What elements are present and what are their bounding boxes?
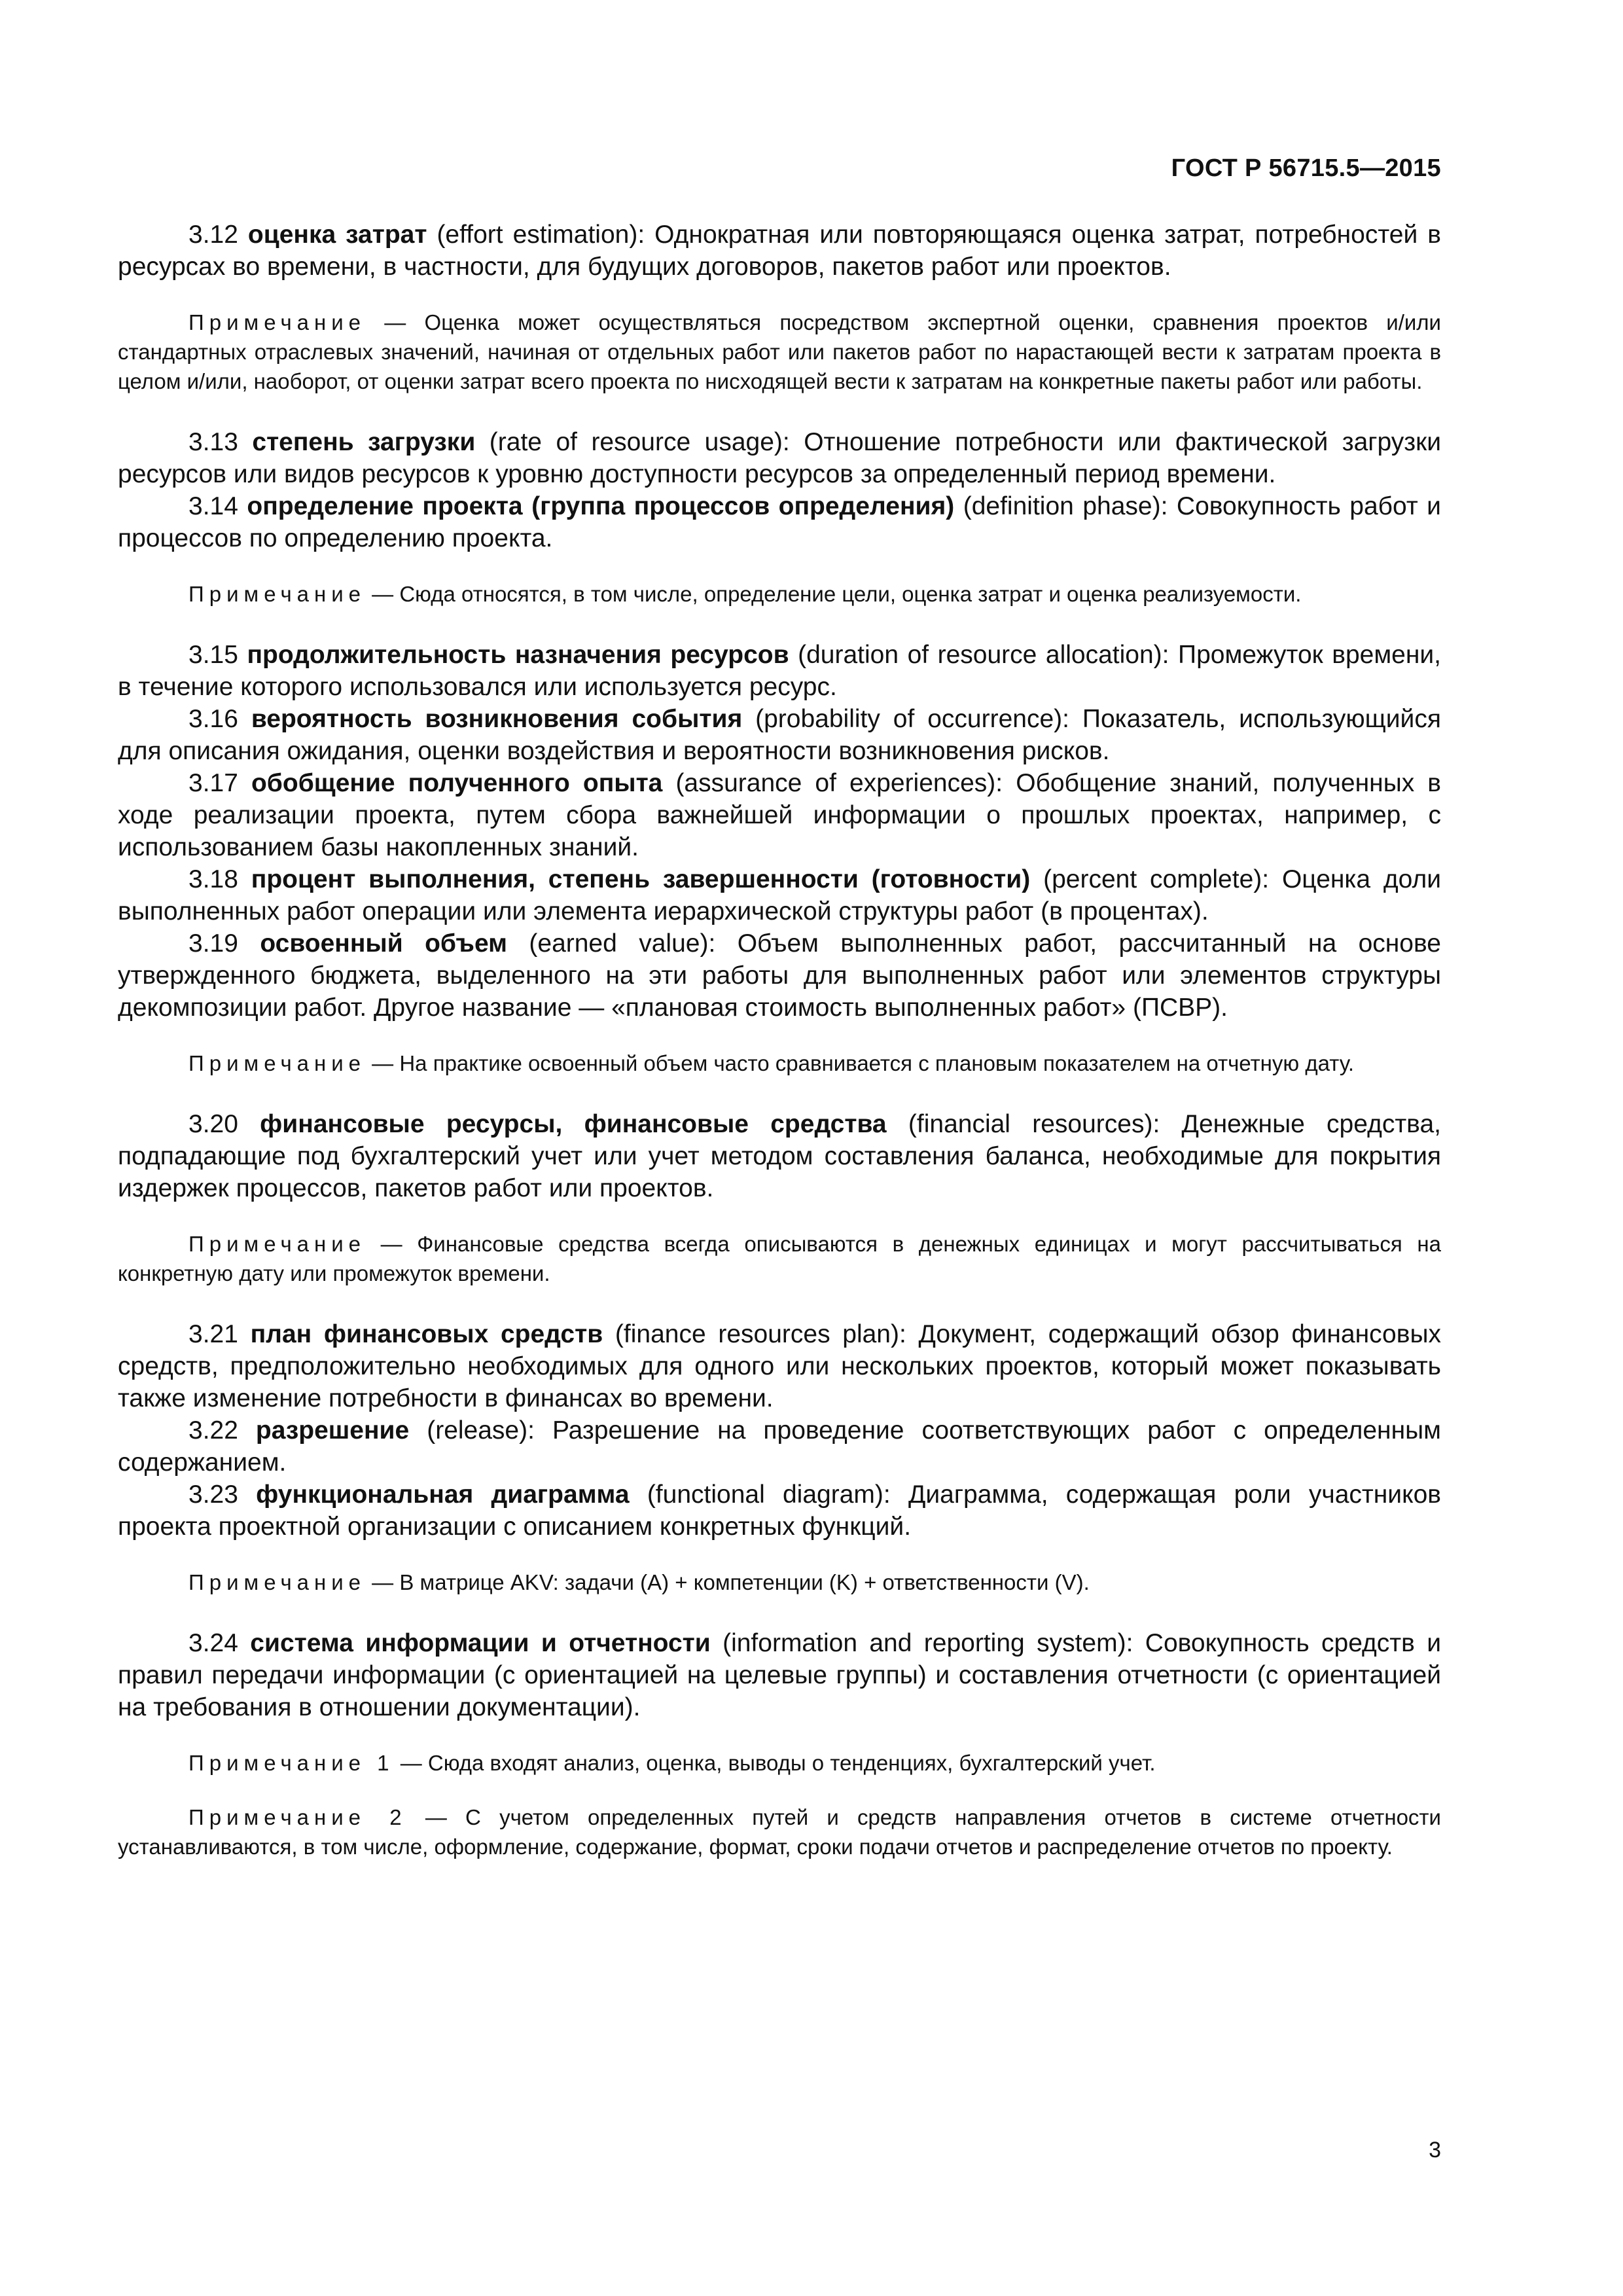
note-text: — В матрице AKV: задачи (A) + компетенции (K) + ответственности (V). [366,1570,1090,1594]
term-definition: Обобщение знаний, полученных в ходе реализации проекта, путем сбора важнейшей информации о прошлых проектах, например, с использованием базы накопленных знаний. [118,769,1441,861]
terms-list [118,219,1441,1861]
term-english: (duration of resource allocation): [798,641,1169,669]
term-english: (functional diagram): [647,1480,891,1509]
note-3-14 [118,579,1441,609]
term-entry-3-13 [118,426,1441,490]
term-entry-3-23 [118,1479,1441,1543]
note-text: — Сюда входят анализ, оценка, выводы о тенденциях, бухгалтерский учет. [394,1751,1156,1775]
term-number: 3.21 [188,1320,238,1348]
term-definition: Отношение потребности или фактической загрузки ресурсов или видов ресурсов к уровню доступности ресурсов за определенный период времени. [118,428,1442,488]
term-title: функциональная диаграмма [256,1480,630,1509]
note-number: 1 [366,1751,395,1775]
term-title: обобщение полученного опыта [251,769,663,797]
note-3-20 [118,1229,1441,1288]
term-english: (probability of occurrence): [755,705,1069,733]
term-definition: Объем выполненных работ, рассчитанный на основе утвержденного бюджета, выделенного на эти работы для выполненных работ или элементов структуры декомпозиции работ. Другое название — «плановая стоимость выполненных работ» (ПСВР). [118,929,1441,1022]
term-english: (definition phase): [963,492,1168,520]
note-label: Примечание [188,1232,366,1256]
term-title: степень загрузки [252,428,476,456]
term-entry-3-16 [118,703,1441,767]
note-text: — Оценка может осуществляться посредством экспертной оценки, сравнения проектов и/или стандартных отраслевых значений, начиная от отдельных работ или пакетов работ по нарастающей вести к затратам проекта в целом и/или, наоборот, от оценки затрат всего проекта по нисходящей вести к затратам на конкретные пакеты работ или работы. [118,310,1441,393]
term-definition: Денежные средства, подпадающие под бухгалтерский учет или учет методом составления баланса, необходимые для покрытия издержек процессов, пакетов работ или проектов. [118,1110,1441,1202]
note-number: 2 [366,1805,407,1829]
note-label: Примечание [188,310,366,334]
note-text: — Сюда относятся, в том числе, определение цели, оценка затрат и оценка реализуемости. [366,582,1302,606]
term-entry-3-14 [118,490,1441,554]
note-3-19 [118,1049,1441,1078]
note-label: Примечание [188,1805,366,1829]
term-definition: Показатель, использующийся для описания ожидания, оценки воздействия и вероятности возникновения рисков. [118,705,1441,765]
standard-header: ГОСТ Р 56715.5—2015 [1171,154,1441,182]
note-text: — С учетом определенных путей и средств направления отчетов в системе отчетности устанавливаются, в том числе, оформление, содержание, формат, сроки подачи отчетов и распределение отчетов по проекту. [118,1805,1441,1859]
term-definition: Документ, содержащий обзор финансовых средств, предположительно необходимых для одного или нескольких проектов, который может показывать также изменение потребности в финансах во времени. [118,1320,1441,1412]
note-label: Примечание [188,582,366,606]
term-title: вероятность возникновения события [251,705,743,733]
note-text: — На практике освоенный объем часто сравнивается с плановым показателем на отчетную дату. [366,1051,1355,1075]
term-entry-3-18 [118,863,1441,927]
term-entry-3-24 [118,1627,1441,1723]
term-english: (rate of resource usage): [489,428,790,456]
term-number: 3.14 [188,492,238,520]
term-entry-3-15 [118,639,1441,703]
term-english: (information and reporting system): [722,1629,1133,1657]
term-definition: Совокупность работ и процессов по определению проекта. [118,492,1441,552]
note-label: Примечание [188,1051,366,1075]
term-english: (percent complete): [1043,865,1270,893]
term-english: (assurance of experiences): [675,769,1003,797]
page-number: 3 [1429,2138,1441,2162]
term-title: план финансовых средств [250,1320,603,1348]
term-entry-3-21 [118,1318,1441,1414]
term-title: освоенный объем [260,929,507,958]
term-definition: Диаграмма, содержащая роли участников проекта проектной организации с описанием конкретных функций. [118,1480,1442,1541]
term-definition: Разрешение на проведение соответствующих работ с определенным содержанием. [118,1416,1441,1477]
term-number: 3.20 [188,1110,238,1138]
term-entry-3-20 [118,1108,1441,1204]
term-title: продолжительность назначения ресурсов [247,641,789,669]
term-number: 3.15 [188,641,238,669]
term-number: 3.17 [188,769,238,797]
term-definition: Однократная или повторяющаяся оценка затрат, потребностей в ресурсах во времени, в частности, для будущих договоров, пакетов работ или проектов. [118,221,1441,281]
term-number: 3.12 [188,221,238,249]
term-title: разрешение [255,1416,410,1444]
note-3-23 [118,1568,1441,1597]
note-label: Примечание [188,1570,366,1594]
term-number: 3.24 [188,1629,238,1657]
note-3-24-1 [118,1748,1441,1778]
term-number: 3.16 [188,705,238,733]
term-entry-3-22 [118,1414,1441,1479]
term-english: (financial resources): [908,1110,1160,1138]
note-3-12 [118,308,1441,396]
term-number: 3.19 [188,929,238,958]
term-definition: Совокупность средств и правил передачи информации (с ориентацией на целевые группы) и составления отчетности (с ориентацией на требования в отношении документации). [118,1629,1442,1721]
note-3-24-2 [118,1803,1441,1861]
term-title: процент выполнения, степень завершенности (готовности) [251,865,1031,893]
term-entry-3-12 [118,219,1441,283]
term-definition: Промежуток времени, в течение которого использовался или используется ресурс. [118,641,1442,701]
term-title: определение проекта (группа процессов определения) [247,492,955,520]
term-english: (release): [427,1416,535,1444]
note-text: — Финансовые средства всегда описываются в денежных единицах и могут рассчитываться на конкретную дату или промежуток времени. [118,1232,1441,1285]
term-title: оценка затрат [247,221,427,249]
term-english: (finance resources plan): [615,1320,906,1348]
term-number: 3.22 [188,1416,238,1444]
term-number: 3.23 [188,1480,238,1509]
note-label: Примечание [188,1751,366,1775]
term-english: (earned value): [529,929,716,958]
term-definition: Оценка доли выполненных работ операции или элемента иерархической структуры работ (в процентах). [118,865,1441,925]
term-title: финансовые ресурсы, финансовые средства [260,1110,887,1138]
term-number: 3.13 [188,428,238,456]
term-entry-3-17 [118,767,1441,863]
term-title: система информации и отчетности [250,1629,711,1657]
term-english: (effort estimation): [437,221,645,249]
term-number: 3.18 [188,865,238,893]
term-entry-3-19 [118,927,1441,1024]
